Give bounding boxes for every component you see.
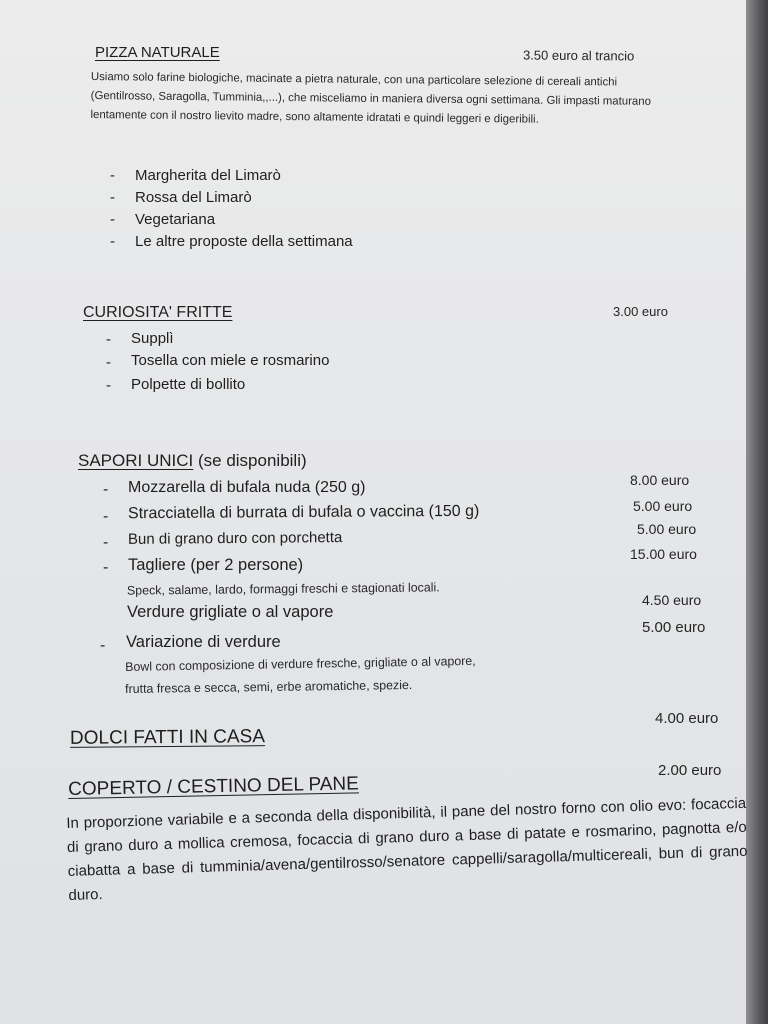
pizza-naturale-title: PIZZA NATURALE: [95, 44, 220, 61]
sapori-unici-title: SAPORI UNICI: [78, 451, 194, 470]
sapori-note-tagliere: Speck, salame, lardo, formaggi freschi e stagionati locali.: [126, 580, 440, 598]
pizza-item-rossa: Rossa del Limarò: [135, 189, 252, 206]
sapori-note-variazione-line2: frutta fresca e secca, semi, erbe aromatiche, spezie.: [125, 677, 413, 696]
bullet-dash: -: [103, 559, 109, 576]
pizza-item-altre: Le altre proposte della settimana: [135, 233, 353, 250]
sapori-price-tagliere: 15.00 euro: [630, 546, 697, 562]
bullet-dash: -: [103, 508, 109, 525]
sapori-item-mozzarella: Mozzarella di bufala nuda (250 g): [128, 479, 366, 496]
sapori-unici-subtitle: (se disponibili): [197, 451, 307, 470]
sapori-unici-heading: [78, 451, 307, 471]
pizza-item-vegetariana: Vegetariana: [135, 211, 216, 228]
sapori-price-bun: 5.00 euro: [637, 521, 697, 537]
bullet-dash: -: [110, 233, 115, 250]
bullet-dash: -: [106, 377, 111, 394]
coperto-title: COPERTO / CESTINO DEL PANE: [68, 773, 360, 800]
fritte-item-polpette: Polpette di bollito: [131, 376, 246, 393]
coperto-description: In proporzione variabile e a seconda della disponibilità, il pane del nostro forno con olio evo: focaccia di grano duro a mollica cremosa, focaccia di grano duro a base di patate e rosmarino, pagnotta e/o ciabatta a base di tumminia/avena/gentilrosso/senatore cappelli/saragolla/multicereali, bun di grano duro.: [66, 794, 748, 904]
coperto-price: 2.00 euro: [658, 762, 722, 779]
sapori-item-bun: Bun di grano duro con porchetta: [127, 529, 343, 548]
sapori-item-tagliere: Tagliere (per 2 persone): [128, 556, 304, 574]
sapori-price-variazione: 5.00 euro: [642, 619, 706, 636]
sapori-price-verdure: 4.50 euro: [642, 592, 702, 608]
curiosita-fritte-title: CURIOSITA' FRITTE: [83, 304, 233, 321]
fritte-item-tosella: Tosella con miele e rosmarino: [131, 352, 330, 369]
bullet-dash: -: [100, 637, 106, 654]
bullet-dash: -: [106, 331, 111, 348]
sapori-item-stracciatella: Stracciatella di burrata di bufala o vaccina (150 g): [127, 502, 480, 523]
sapori-price-stracciatella: 5.00 euro: [633, 498, 693, 514]
bullet-dash: -: [103, 534, 109, 551]
pizza-naturale-price: 3.50 euro al trancio: [522, 47, 635, 64]
bullet-dash: -: [103, 481, 109, 498]
bullet-dash: -: [110, 189, 115, 206]
sapori-item-variazione: Variazione di verdure: [126, 633, 281, 651]
bullet-dash: -: [106, 354, 111, 371]
pizza-item-margherita: Margherita del Limarò: [135, 167, 281, 184]
sapori-price-mozzarella: 8.00 euro: [630, 472, 690, 488]
sapori-note-variazione-line1: Bowl con composizione di verdure fresche, grigliate o al vapore,: [125, 653, 476, 674]
fritte-item-suppli: Supplì: [131, 330, 174, 347]
sapori-item-verdure: Verdure grigliate o al vapore: [127, 603, 334, 621]
bullet-dash: -: [110, 211, 115, 228]
dolci-title: DOLCI FATTI IN CASA: [69, 726, 266, 749]
dolci-price: 4.00 euro: [655, 710, 719, 727]
bullet-dash: -: [110, 167, 115, 184]
pizza-naturale-description: Usiamo solo farine biologiche, macinate a pietra naturale, con una particolare selezione di cereali antichi (Gentilrosso, Saragolla, Tumminia,,...), che misceliamo in maniera diversa ogni settimana. Gli impasti maturano lentamente con il nostro lievito madre, sono altamente idratati e quindi leggeri e digeribili.: [90, 70, 652, 126]
paper-stack-edge: [746, 0, 768, 1024]
curiosita-fritte-price: 3.00 euro: [613, 304, 668, 319]
